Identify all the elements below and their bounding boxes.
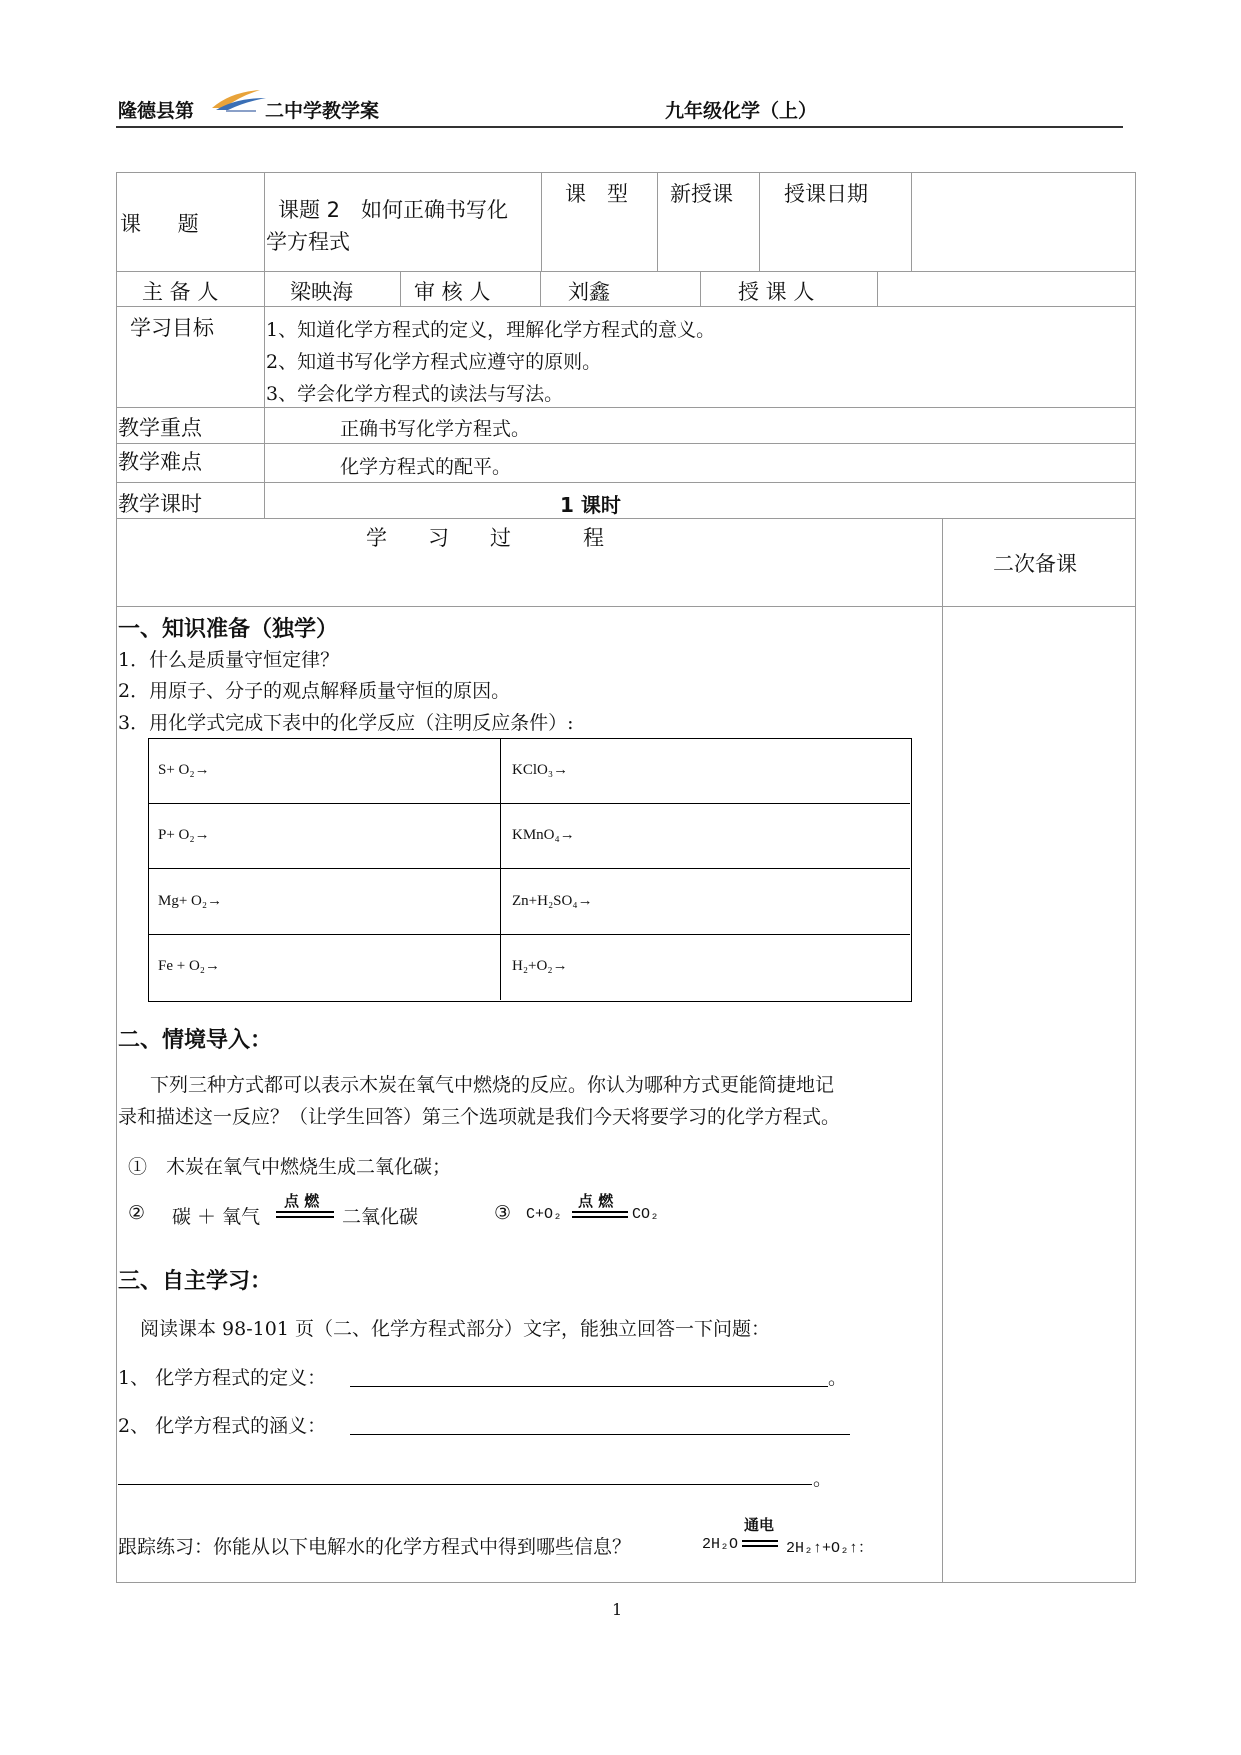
difficulty-label: 教学难点 [118,450,202,474]
date-label: 授课日期 [784,182,868,206]
answer-line [118,1484,812,1485]
reaction-cell: H₂+O₂→ [512,958,568,974]
table-border [540,271,541,306]
section3-intro: 阅读课本 98-101 页（二、化学方程式部分）文字，能独立回答一下问题： [140,1318,770,1340]
table-border [759,172,760,271]
section3-question: 2、 化学方程式的涵义： [118,1415,327,1437]
option-2-number: ② [128,1202,146,1224]
table-border [500,738,501,1000]
topic-line2: 学方程式 [266,230,350,254]
option-3-right: CO₂ [632,1206,660,1223]
type-label: 课 型 [565,182,628,206]
table-border [116,518,1136,519]
table-border [700,271,701,306]
table-border [148,803,910,804]
table-border [264,172,265,518]
table-border [116,407,1136,408]
school-logo [210,86,270,114]
equation-left: 2H₂O [702,1536,739,1553]
goal-item: 3、学会化学方程式的读法与写法。 [266,383,564,405]
table-border [541,172,542,271]
section1-title: 一、知识准备（独学） [118,617,339,642]
goal-item: 2、知道书写化学方程式应遵守的原则。 [266,351,602,373]
table-border [116,172,117,1582]
table-border [1135,172,1136,1582]
option-3-number: ③ [494,1202,512,1224]
table-border [942,518,943,1582]
table-border [116,606,1136,607]
table-border [148,934,910,935]
type-value: 新授课 [670,182,733,206]
goals-label: 学习目标 [130,316,214,340]
equals-sign [742,1540,778,1547]
table-border [116,271,1136,272]
table-border [116,306,1136,307]
option-3-condition: 点 燃 [578,1192,614,1210]
table-border [116,482,1136,483]
section3-title: 三、自主学习： [118,1269,273,1294]
reaction-cell: Zn+H₂SO₄→ [512,893,593,909]
option-1: ① 木炭在氧气中燃烧生成二氧化碳； [128,1156,452,1178]
answer-end: 。 [813,1468,833,1490]
table-border [911,172,912,271]
reaction-cell: S+ O₂→ [158,762,210,778]
answer-line [350,1434,850,1435]
reviewer-value: 刘鑫 [568,280,610,304]
section2-paragraph: 下列三种方式都可以表示木炭在氧气中燃烧的反应。你认为哪种方式更能简捷地记 [150,1074,835,1096]
table-border [148,868,910,869]
section2-title: 二、情境导入： [118,1028,273,1053]
hours-value: 1 课时 [560,493,621,517]
answer-end: 。 [828,1367,848,1389]
equals-sign [572,1211,628,1218]
topic-line1: 课题 2 如何正确书写化 [278,198,509,222]
table-border [400,271,401,306]
section1-question: 3．用化学式完成下表中的化学反应（注明反应条件）: [118,712,574,734]
practice-prompt: 跟踪练习：你能从以下电解水的化学方程式中得到哪些信息？ [118,1536,632,1558]
preparer-label: 主 备 人 [142,280,219,304]
header-rule [116,126,1123,128]
option-2-left: 碳 ＋ 氧气 [172,1206,261,1228]
reaction-cell: P+ O₂→ [158,827,210,843]
hours-label: 教学课时 [118,492,202,516]
header-school-right: 二中学教学案 [265,100,380,122]
section2-paragraph: 录和描述这一反应？（让学生回答）第三个选项就是我们今天将要学习的化学方程式。 [118,1106,841,1128]
topic-label: 课 题 [120,212,199,236]
equation-condition: 通电 [744,1516,775,1534]
table-border [657,172,658,271]
reaction-cell: KMnO₄→ [512,827,575,843]
equation-right: 2H₂↑+O₂↑： [786,1540,874,1557]
option-2-condition: 点 燃 [284,1192,320,1210]
preparer-value: 梁映海 [290,280,353,304]
teacher-label: 授 课 人 [738,280,815,304]
table-border [116,172,1136,173]
header-school-left: 隆德县第 [118,100,195,122]
table-border [877,271,878,306]
key-value: 正确书写化学方程式。 [340,418,531,440]
reviewer-label: 审 核 人 [414,280,491,304]
table-border [116,443,1136,444]
equals-sign [276,1211,334,1218]
goal-item: 1、知道化学方程式的定义，理解化学方程式的意义。 [266,319,716,341]
reaction-cell: Fe + O₂→ [158,958,221,974]
table-border [116,1582,1136,1583]
header-course: 九年级化学（上） [665,100,818,122]
page-number: 1 [612,1600,623,1619]
difficulty-value: 化学方程式的配平。 [340,456,512,478]
option-2-right: 二氧化碳 [342,1206,419,1228]
section1-question: 1．什么是质量守恒定律？ [118,649,340,671]
secondary-label: 二次备课 [993,552,1077,576]
answer-line [350,1386,828,1387]
option-3-left: C+O₂ [526,1206,563,1223]
section3-question: 1、 化学方程式的定义： [118,1367,327,1389]
process-label: 学 习 过 程 [366,526,614,550]
section1-question: 2．用原子、分子的观点解释质量守恒的原因。 [118,680,511,702]
key-label: 教学重点 [118,416,202,440]
reaction-cell: Mg+ O₂→ [158,893,223,909]
reaction-cell: KClO₃→ [512,762,569,778]
